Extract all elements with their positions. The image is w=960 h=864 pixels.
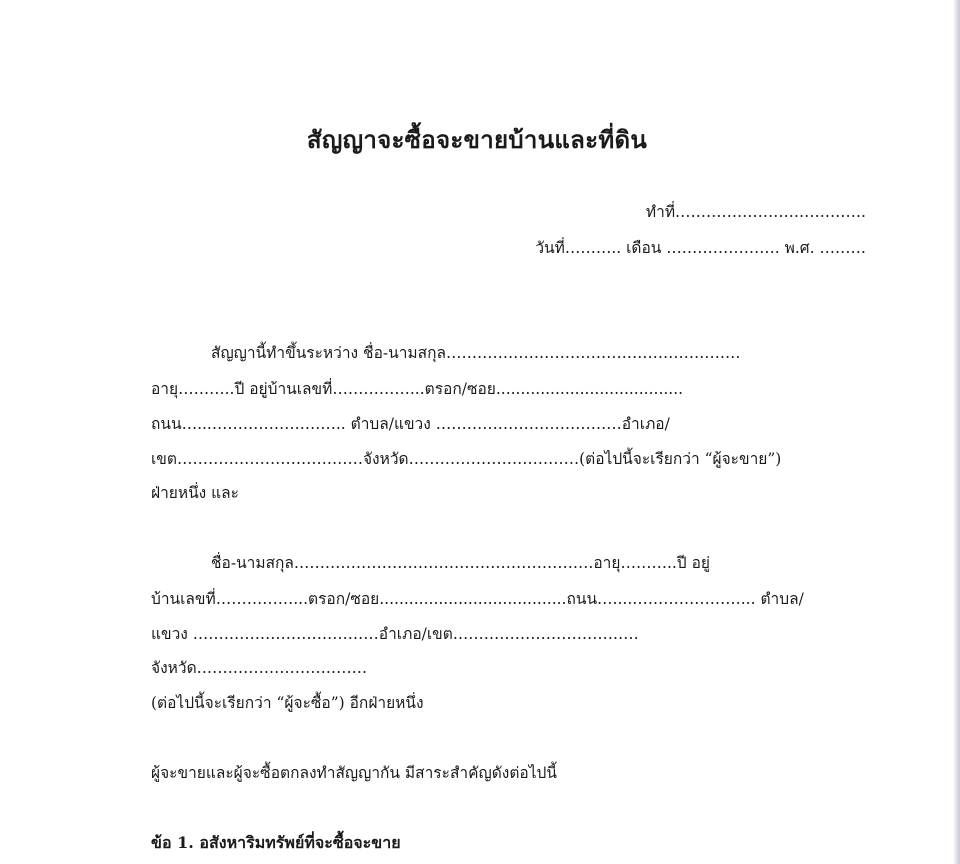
seller-line-3: ถนน…...…………………….. ตำบล/แขวง ………………………………อำเภอ/ (151, 415, 670, 433)
place-line: ทำที่………………………………. (645, 203, 866, 221)
buyer-line-1: ชื่อ-นามสกุล………………………………………………….อายุ………..ปี อยู่ (211, 554, 710, 572)
agreement-line: ผู้จะขายและผู้จะซื้อตกลงทำสัญญากัน มีสาระสำคัญดังต่อไปนี้ (151, 764, 557, 782)
date-line: วันที่……….. เดือน …………………. พ.ศ. ……… (535, 239, 866, 257)
window-edge (954, 0, 960, 864)
clause-1-heading: ข้อ 1. อสังหาริมทรัพย์ที่จะซื้อจะขาย (151, 833, 401, 852)
buyer-line-3: แขวง ………………………………อำเภอ/เขต……………………………… (151, 625, 639, 643)
seller-line-5: ฝ่ายหนึ่ง และ (151, 484, 239, 502)
buyer-line-2: บ้านเลขที่……………...ตรอก/ซอย......................................ถนน…....…………………... ตำบล/ (151, 590, 804, 608)
seller-line-1: สัญญานี้ทำขึ้นระหว่าง ชื่อ-นามสกุล………………………………………………… (211, 344, 741, 362)
buyer-line-5: (ต่อไปนี้จะเรียกว่า “ผู้จะซื้อ”) อีกฝ่ายหนึ่ง (151, 694, 424, 712)
seller-line-4: เขต………………………………จังหวัด……………………………(ต่อไปนี้จะเรียกว่า “ผู้จะขาย”) (151, 450, 782, 468)
seller-line-2: อายุ………..ปี อยู่บ้านเลขที่……………...ตรอก/ซอย...................................... (151, 380, 684, 398)
buyer-line-4: จังหวัด…………………………… (151, 659, 368, 677)
document-title: สัญญาจะซื้อจะขายบ้านและที่ดิน (306, 125, 648, 154)
